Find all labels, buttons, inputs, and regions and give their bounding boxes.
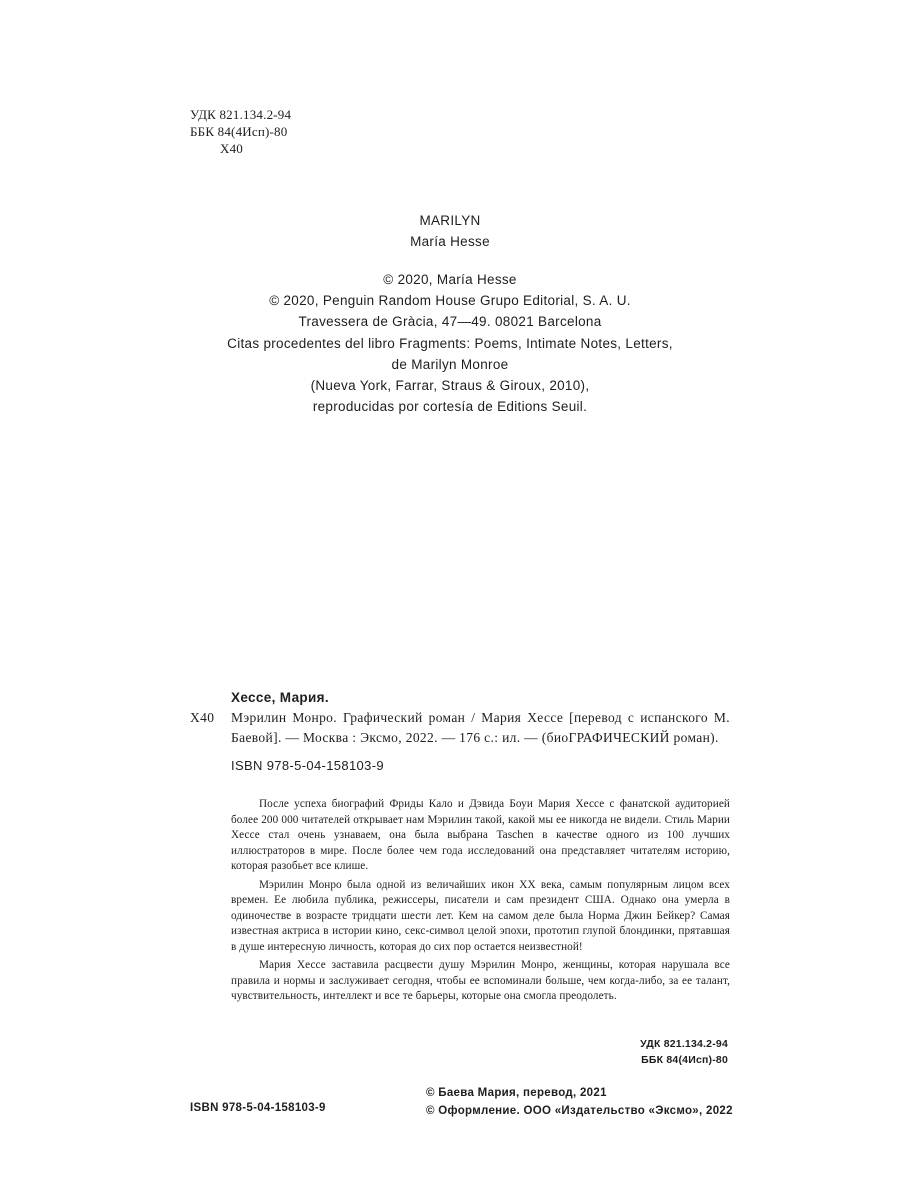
- rights-line: © 2020, María Hesse: [383, 272, 517, 287]
- isbn-bottom: ISBN 978-5-04-158103-9: [190, 1102, 326, 1114]
- rights-line: (Nueva York, Farrar, Straus & Giroux, 2010),: [310, 378, 590, 394]
- copyright-design: © Оформление. ООО «Издательство «Эксмо», 2022: [426, 1105, 733, 1117]
- annotation-paragraph: После успеха биографий Фриды Кало и Дэвида Боуи Мария Хессе с фанатской аудиторией более 200 000 читателей открывает нам Мэрилин такой, какой мы ее никогда не видели. Стиль Марии Хессе стал очень узнаваем, она была выбрана Taschen в качестве одного из 100 лучших иллюстраторов в мире. После более чем года исследований она представляет читателям историю, которая разобьет все клише.: [231, 798, 730, 872]
- copyright-bottom: [426, 1084, 733, 1120]
- catalog-author: Хессе, Мария.: [231, 690, 330, 705]
- annotation: [231, 797, 730, 1008]
- rights-line: de Marilyn Monroe: [391, 356, 509, 372]
- catalog-description: Мэрилин Монро. Графический роман / Мария Хессе [перевод с испанского М. Баевой]. — Москва : Эксмо, 2022. — 176 с.: ил. — (биоГРАФИЧЕСКИЙ роман).: [231, 710, 730, 745]
- udk-code: УДК 821.134.2-94: [190, 107, 292, 122]
- catalog-record: [190, 688, 730, 776]
- annotation-udk: УДК 821.134.2-94: [640, 1038, 728, 1050]
- author-mark: Х40: [220, 141, 243, 156]
- classification-codes: [190, 106, 291, 157]
- annotation-paragraph: Мария Хессе заставила расцвести душу Мэрилин Монро, женщины, которая нарушала все правила и нормы и заслуживает сегодня, чтобы ее вспоминали больше, чем когда-либо, за ее талант, чувствительность, интеллект и все те барьеры, которые она смогла преодолеть.: [231, 959, 730, 1002]
- rights-line: © 2020, Penguin Random House Grupo Editorial, S. A. U.: [269, 293, 631, 309]
- annotation-paragraph: Мэрилин Монро была одной из величайших икон XX века, самым популярным лицом всех времен. Ее любила публика, режиссеры, писатели и сам президент США. Однако она умерла в одиночестве в возрасте тридцати шести лет. Кем на самом деле была Норма Джин Бейкер? Самая известная актриса в истории кино, секс-символ целой эпохи, прототип глупой блондинки, прятавшая в душе интересную личность, которая до сих пор остается неизвестной!: [231, 878, 730, 953]
- annotation-codes: [640, 1036, 728, 1068]
- annotation-bbk: ББК 84(4Исп)-80: [641, 1054, 728, 1066]
- catalog-entry: [190, 708, 730, 748]
- original-title: MARILYN: [419, 213, 481, 228]
- bbk-code: ББК 84(4Исп)-80: [190, 124, 288, 139]
- copyright-translation: © Баева Мария, перевод, 2021: [426, 1087, 607, 1099]
- rights-line: reproducidas por cortesía de Editions Seuil.: [312, 399, 588, 415]
- original-author: María Hesse: [410, 234, 490, 249]
- rights-line: Citas procedentes del libro Fragments: Poems, Intimate Notes, Letters,: [227, 335, 673, 351]
- catalog-isbn: ISBN 978-5-04-158103-9: [231, 758, 384, 773]
- rights-line: Travessera de Gràcia, 47—49. 08021 Barcelona: [298, 314, 602, 330]
- original-title-block: [0, 210, 900, 252]
- rights-block: [0, 269, 900, 417]
- catalog-code: Х40: [190, 710, 215, 725]
